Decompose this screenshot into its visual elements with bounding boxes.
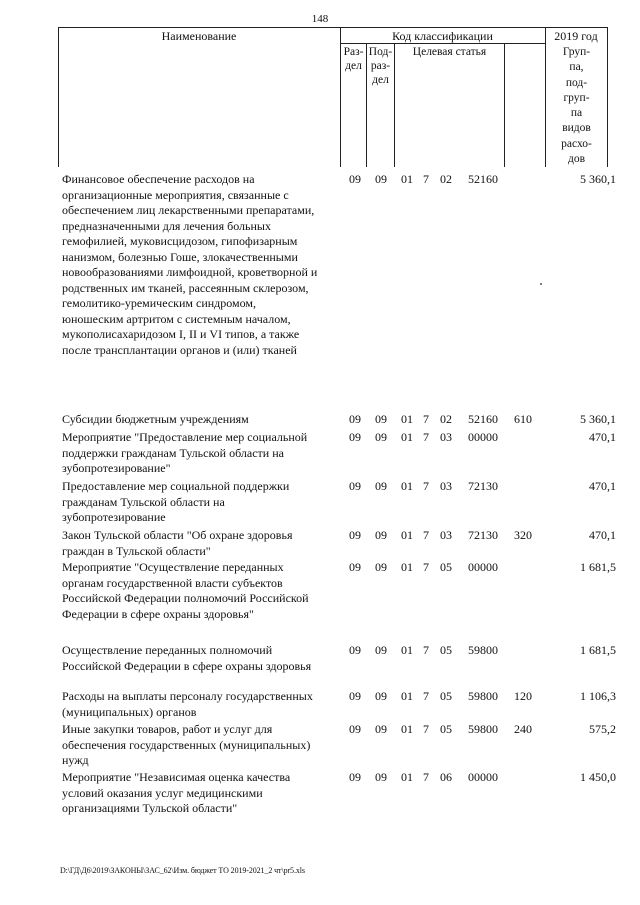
cell-podrazdel: 09 [375,689,387,703]
row-name [62,689,342,720]
row-name-line: (муниципальных) органов [62,704,197,719]
cell-cs4: 00000 [468,430,498,444]
cell-cs2: 7 [423,528,429,542]
row-name-line: органам государственной власти субъектов [62,575,283,590]
cell-cs3: 02 [440,172,452,186]
cell-amount: 5 360,1 [580,172,616,186]
cell-cs2: 7 [423,643,429,657]
cell-razdel: 09 [349,172,361,186]
cell-cs1: 01 [401,770,413,784]
table-header [58,27,608,167]
header-target: Целевая статья [412,46,487,58]
cell-amount: 5 360,1 [580,412,616,426]
cell-cs1: 01 [401,479,413,493]
cell-cs1: 01 [401,643,413,657]
row-name-line: Субсидии бюджетным учреждениям [62,412,249,426]
cell-amount: 470,1 [589,479,616,493]
row-name-line: граждан в Тульской области" [62,543,211,558]
cell-cs3: 03 [440,528,452,542]
row-name-line: родственных им тканей, рассеянным склерозом, [62,280,309,295]
cell-cs3: 05 [440,560,452,574]
cell-razdel: 09 [349,412,361,426]
row-name-line: обеспечением лиц лекарственными препаратами, [62,203,315,217]
cell-cs2: 7 [423,770,429,784]
cell-cs4: 59800 [468,689,498,703]
row-name-line: нанизмом, болезнью Гоше, злокачественными [62,249,298,264]
cell-cs4: 59800 [468,643,498,657]
cell-podrazdel: 09 [375,770,387,784]
header-group-line: дов [567,153,586,166]
header-name: Наименование [161,29,237,43]
row-name-line: Закон Тульской области "Об охране здоровья [62,528,293,542]
row-name-line: условий оказания услуг медицинскими [62,785,263,800]
row-name-line: поддержки гражданам Тульской области на [62,445,284,460]
cell-cs1: 01 [401,430,413,444]
cell-podrazdel: 09 [375,430,387,444]
cell-cs1: 01 [401,560,413,574]
row-name-line: предназначенными для лечения больных [62,218,271,233]
cell-razdel: 09 [349,430,361,444]
cell-cs2: 7 [423,412,429,426]
cell-amount: 1 450,0 [580,770,616,784]
cell-cs4: 72130 [468,479,498,493]
row-name-line: Финансовое обеспечение расходов на [62,172,255,186]
header-group-line: видов [562,122,591,135]
header-razdel-line: Раз- [343,46,364,58]
cell-razdel: 09 [349,770,361,784]
cell-group: 240 [514,722,532,736]
row-name-line: Осуществление переданных полномочий [62,643,273,657]
cell-cs1: 01 [401,722,413,736]
header-group-line: расхо- [561,137,592,150]
cell-cs1: 01 [401,172,413,186]
cell-razdel: 09 [349,643,361,657]
cell-amount: 1 681,5 [580,643,616,657]
cell-razdel: 09 [349,560,361,574]
cell-cs1: 01 [401,528,413,542]
cell-cs2: 7 [423,172,429,186]
row-name-line: Российской Федерации в сфере охраны здоровья [62,658,312,673]
cell-group: 120 [514,689,532,703]
cell-cs2: 7 [423,430,429,444]
cell-cs2: 7 [423,722,429,736]
cell-cs4: 00000 [468,560,498,574]
cell-cs4: 52160 [468,172,498,186]
row-name-line: гемолитико-уремическим синдромом, [62,296,256,310]
row-name-line: нужд [62,753,89,767]
row-name-line: юношеским артритом с системным началом, [62,311,291,326]
row-name-line: Мероприятие "Осуществление переданных [62,560,284,574]
cell-razdel: 09 [349,689,361,703]
header-year: 2019 год [554,29,598,43]
cell-cs3: 03 [440,479,452,493]
cell-razdel: 09 [349,722,361,736]
page-number: 148 [311,13,329,25]
header-podrazdel [367,45,394,87]
header-top-border [58,27,608,28]
cell-podrazdel: 09 [375,722,387,736]
row-name-line: организационные мероприятия, связанные с [62,187,289,202]
cell-podrazdel: 09 [375,412,387,426]
podrazdel-divider [394,43,395,167]
cell-group: 320 [514,528,532,542]
row-name-line: организациями Тульской области" [62,801,238,815]
row-name [62,770,342,817]
row-name-line: Российской Федерации полномочий Российской [62,591,309,605]
classification-divider [340,43,545,44]
row-name-line: зубопротезирование" [62,461,171,475]
header-group-line: па [570,107,583,120]
row-name [62,479,342,526]
cell-cs3: 05 [440,689,452,703]
row-name [62,528,342,559]
header-group-line: па, [569,61,584,74]
cell-amount: 1 106,3 [580,689,616,703]
cell-podrazdel: 09 [375,643,387,657]
row-name-line: Мероприятие "Предоставление мер социальной [62,430,308,444]
header-group-line: под- [565,76,588,89]
cell-amount: 470,1 [589,528,616,542]
row-name-line: Федерации в сфере охраны здоровья" [62,606,254,621]
cell-cs3: 05 [440,722,452,736]
row-name [62,412,342,428]
cell-amount: 1 681,5 [580,560,616,574]
header-podrazdel-line: дел [372,74,389,86]
cell-cs3: 06 [440,770,452,784]
row-name-line: гражданам Тульской области на [62,494,225,509]
row-name-line: Иные закупки товаров, работ и услуг для [62,722,273,736]
cell-amount: 575,2 [589,722,616,736]
row-name [62,172,342,358]
cell-cs1: 01 [401,689,413,703]
target-divider [504,43,505,167]
cell-razdel: 09 [349,479,361,493]
cell-cs2: 7 [423,560,429,574]
row-name [62,643,342,674]
cell-cs3: 05 [440,643,452,657]
cell-podrazdel: 09 [375,528,387,542]
header-razdel [341,45,366,73]
header-group-line: Груп- [562,46,591,58]
header-left-border [58,27,59,167]
row-name-line: новообразованиями лимфоидной, кроветворной и [62,265,318,279]
row-name-line: Расходы на выплаты персоналу государственных [62,689,313,703]
cell-cs1: 01 [401,412,413,426]
header-group [546,45,607,167]
header-razdel-line: дел [345,60,362,72]
row-name [62,722,342,769]
cell-podrazdel: 09 [375,560,387,574]
row-name [62,430,342,477]
cell-cs4: 72130 [468,528,498,542]
row-name-line: Мероприятие "Независимая оценка качества [62,770,291,784]
cell-cs2: 7 [423,689,429,703]
row-name-line: Предоставление мер социальной поддержки [62,479,290,493]
row-name [62,560,342,622]
file-path-footer: D:\ГД\Д6\2019\ЗАКОНЫ\ЗАС_62\Изм. бюджет ТО 2019-2021_2 чт\pr5.xls [60,866,305,875]
header-group-line: груп- [563,91,590,104]
header-right-border [607,27,608,167]
header-podrazdel-line: раз- [370,60,391,72]
header-podrazdel-line: Под- [368,46,393,58]
cell-amount: 470,1 [589,430,616,444]
cell-cs4: 00000 [468,770,498,784]
row-name-line: после трансплантации органов и (или) тканей [62,342,297,357]
row-name-line: мукополисахаридозом I, II и VI типов, а также [62,327,300,341]
cell-podrazdel: 09 [375,479,387,493]
scan-speck [540,283,542,285]
cell-cs4: 52160 [468,412,498,426]
cell-cs3: 02 [440,412,452,426]
cell-podrazdel: 09 [375,172,387,186]
cell-cs3: 03 [440,430,452,444]
row-name-line: гемофилией, муковисцидозом, гипофизарным [62,234,298,248]
header-classification: Код классификации [392,29,493,43]
row-name-line: зубопротезирование [62,510,166,524]
cell-cs4: 59800 [468,722,498,736]
row-name-line: обеспечения государственных (муниципальных) [62,737,311,752]
cell-cs2: 7 [423,479,429,493]
cell-group: 610 [514,412,532,426]
cell-razdel: 09 [349,528,361,542]
